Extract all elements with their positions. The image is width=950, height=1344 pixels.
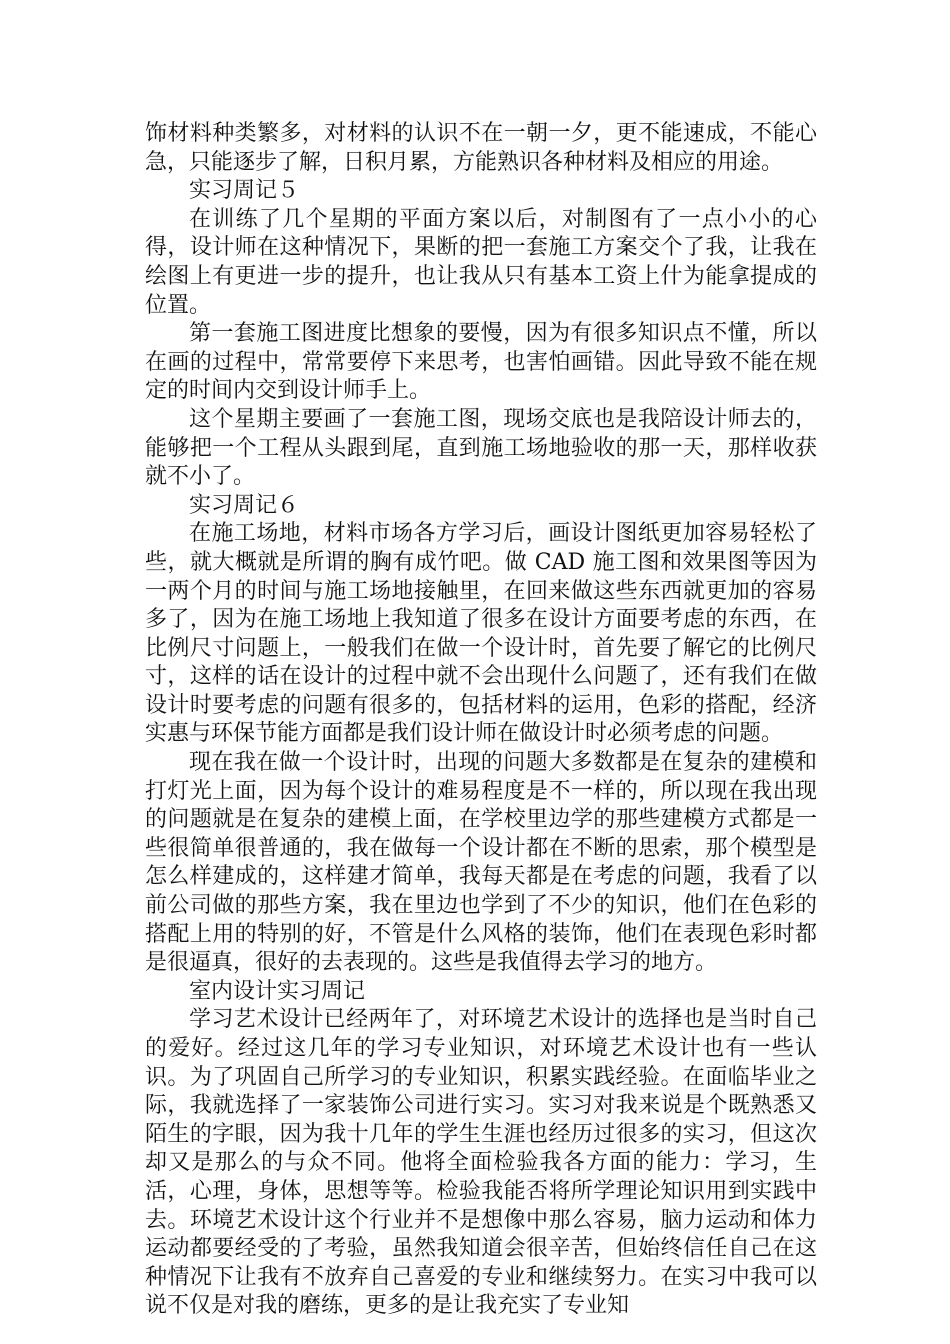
heading-interior-design-journal: 室内设计实习周记 [189,978,366,1004]
heading-weekly-journal-5: 实习周记５ [189,178,300,204]
paragraph: 这个星期主要画了一套施工图，现场交底也是我陪设计师去的，能够把一个工程从头跟到尾，直到施工场地验收的那一天，那样收获就不小了。 [145,406,817,490]
paragraph: 在施工场地，材料市场各方学习后，画设计图纸更加容易轻松了些，就大概就是所谓的胸有成竹吧。做 CAD 施工图和效果图等因为一两个月的时间与施工场地接触里，在回来做这些东西就更加的容易多了，因为在施工场地上我知道了很多在设计方面要考虑的东西，在比例尺寸问题上，一般我们在做一个设计时，首先要了解它的比例尺寸，这样的话在设计的过程中就不会出现什么问题了，还有我们在做设计时要考虑的问题有很多的，包括材料的运用，色彩的搭配，经济实惠与环保节能方面都是我们设计师在做设计时必须考虑的问题。 [145,521,817,747]
document-page [145,120,817,1321]
paragraph: 在训练了几个星期的平面方案以后，对制图有了一点小小的心得，设计师在这种情况下，果断的把一套施工方案交个了我，让我在绘图上有更进一步的提升，也让我从只有基本工资上什为能拿提成的位置。 [145,206,817,318]
paragraph: 第一套施工图进度比想象的要慢，因为有很多知识点不懂，所以在画的过程中，常常要停下来思考，也害怕画错。因此导致不能在规定的时间内交到设计师手上。 [145,321,817,404]
heading-weekly-journal-6: 实习周记６ [189,492,300,518]
paragraph-continuation: 饰材料种类繁多，对材料的认识不在一朝一夕，更不能速成，不能心急，只能逐步了解，日积月累，方能熟识各种材料及相应的用途。 [145,121,817,175]
paragraph: 学习艺术设计已经两年了，对环境艺术设计的选择也是当时自己的爱好。经过这几年的学习专业知识，对环境艺术设计也有一些认识。为了巩固自己所学习的专业知识，积累实践经验。在面临毕业之际，我就选择了一家装饰公司进行实习。实习对我来说是个既熟悉又陌生的字眼，因为我十几年的学生生涯也经历过很多的实习，但这次却又是那么的与众不同。他将全面检验我各方面的能力：学习，生活，心理，身体，思想等等。检验我能否将所学理论知识用到实践中去。环境艺术设计这个行业并不是想像中那么容易，脑力运动和体力运动都要经受的了考验，虽然我知道会很辛苦，但始终信任自己在这种情况下让我有不放弃自己喜爱的专业和继续努力。在实习中我可以说不仅是对我的磨练，更多的是让我充实了专业知 [145,1007,817,1319]
paragraph: 现在我在做一个设计时，出现的问题大多数都是在复杂的建模和打灯光上面，因为每个设计的难易程度是不一样的，所以现在我出现的问题就是在复杂的建模上面，在学校里边学的那些建模方式都是一些很简单很普通的，我在做每一个设计都在不断的思索，那个模型是怎么样建成的，这样建才简单，我每天都是在考虑的问题，我看了以前公司做的那些方案，我在里边也学到了不少的知识，他们在色彩的搭配上用的特别的好，不管是什么风格的装饰，他们在表现色彩时都是很逼真，很好的去表现的。这些是我值得去学习的地方。 [145,750,817,976]
